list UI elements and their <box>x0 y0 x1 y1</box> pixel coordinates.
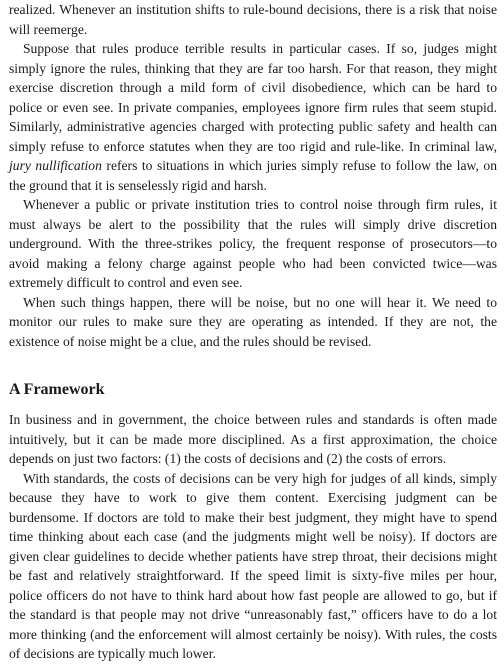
paragraph-rules-terrible-results <box>9 39 497 195</box>
paragraph-discretion-underground: Whenever a public or private institution tries to control noise through firm rules, it must always be alert to the possibility that the rules will simply drive discretion underground. With the three-strikes policy, the frequent response of prosecutors—to avoid making a felony charge against people who had been convicted twice—was extremely difficult to control and even see. <box>9 197 497 290</box>
section-gap <box>9 351 497 380</box>
paragraph-business-government: In business and in government, the choice between rules and standards is often made intuitively, but it can be made more disciplined. As a first approximation, the choice depends on just two factors: (1) the costs of decisions and (2) the costs of errors. <box>9 412 497 466</box>
paragraph-text-part: Suppose that rules produce terrible results in particular cases. If so, judges might simply ignore the rules, thinking that they are far too harsh. For that reason, they might exercise discretion through a mild form of civil disobedience, which can be hard to police or even see. In private companies, employees ignore firm rules that seem stupid. Similarly, administrative agencies charged with protecting public safety and health can simply refuse to enforce statutes when they are too rigid and rule-like. In criminal law, <box>9 41 497 154</box>
paragraph-costs-of-decisions: With standards, the costs of decisions can be very high for judges of all kinds, simply because they have to work to give them content. Exercising judgment can be burdensome. If doctors are told to make their best judgment, they might have to spend time thinking about each case (and the judgments might well be noisy). If doctors are given clear guidelines to decide whether patients have strep throat, their decisions might be fast and relatively straightforward. If the speed limit is sixty-five miles per hour, police officers do not have to think hard about how fast people are allowed to go, but if the standard is that people may not drive “unreasonably fast,” officers have to do a lot more thinking (and the enforcement will almost certainly be noisy). With rules, the costs of decisions are typically much lower. <box>9 470 497 661</box>
paragraph-text-part: refers to situations in which juries simply refuse to follow the law, on the ground that it is senselessly rigid and harsh. <box>9 158 497 193</box>
heading-gap <box>9 400 497 410</box>
term-jury-nullification: jury nullification <box>9 158 102 173</box>
paragraph-realized: realized. Whenever an institution shifts to rule-bound decisions, there is a risk that noise will reemerge. <box>9 2 497 37</box>
paragraph-noise-unheard: When such things happen, there will be noise, but no one will hear it. We need to monitor our rules to make sure they are operating as intended. If they are not, the existence of noise might be a clue, and the rules should be revised. <box>9 294 497 349</box>
section-heading: A Framework <box>9 381 105 398</box>
page-content <box>9 0 497 664</box>
